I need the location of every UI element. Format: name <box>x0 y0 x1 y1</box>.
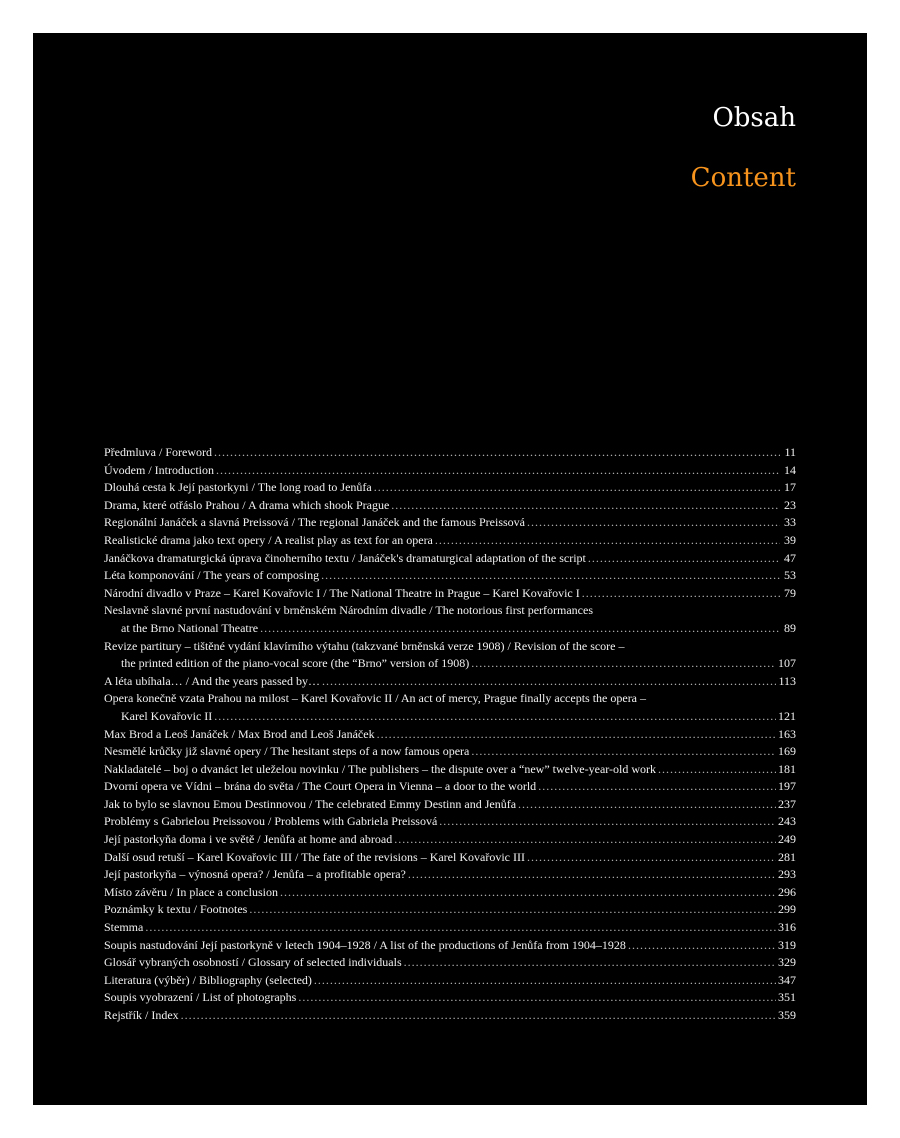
toc-entry[interactable] <box>104 866 796 884</box>
toc-entry-line <box>104 1007 796 1025</box>
toc-entry-line <box>104 514 796 532</box>
toc-page-number: 293 <box>778 867 796 882</box>
toc-entry-title: Rejstřík / Index <box>104 1008 179 1022</box>
toc-page-number: 89 <box>784 620 796 635</box>
toc-page-number: 121 <box>778 708 796 723</box>
dot-leader <box>471 743 776 761</box>
toc-entry-title: Glosář vybraných osobností / Glossary of selected individuals <box>104 955 402 970</box>
toc-entry-title: Literatura (výběr) / Bibliography (selected) <box>104 972 312 987</box>
toc-entry-line <box>104 761 796 779</box>
dot-leader <box>471 655 776 673</box>
toc-entry[interactable] <box>104 954 796 972</box>
dot-leader <box>314 972 776 990</box>
dot-leader <box>658 761 776 779</box>
toc-entry-line <box>104 638 796 656</box>
toc-page-number: 243 <box>778 814 796 829</box>
toc-page-number: 319 <box>778 937 796 952</box>
toc-page-number: 11 <box>784 445 796 459</box>
toc-entry-title: Max Brod a Leoš Janáček / Max Brod and Leoš Janáček <box>104 726 375 741</box>
dot-leader <box>391 497 780 515</box>
toc-page-number: 359 <box>778 1008 796 1022</box>
toc-entry-line <box>104 866 796 884</box>
toc-entry[interactable] <box>104 726 796 744</box>
toc-entry-line <box>104 726 796 744</box>
toc-entry[interactable] <box>104 638 796 673</box>
toc-entry-title: Další osud retuší – Karel Kovařovic III / The fate of the revisions – Karel Kovařovic III <box>104 849 525 864</box>
toc-entry-title: Problémy s Gabrielou Preissovou / Problems with Gabriela Preissová <box>104 814 438 829</box>
toc-entry-title: Její pastorkyňa doma i ve světě / Jenůfa at home and abroad <box>104 832 393 847</box>
toc-entry-title: Soupis vyobrazení / List of photographs <box>104 990 297 1005</box>
dot-leader <box>145 919 776 937</box>
toc-page-number: 169 <box>778 744 796 759</box>
toc-entry-title: Dvorní opera ve Vídni – brána do světa / The Court Opera in Vienna – a door to the world <box>104 779 537 794</box>
dot-leader <box>527 849 776 867</box>
toc-entry-title: Úvodem / Introduction <box>104 462 214 477</box>
dot-leader <box>628 937 776 955</box>
toc-entry-line <box>104 655 796 673</box>
toc-entry[interactable] <box>104 532 796 550</box>
toc-page-number: 197 <box>778 779 796 794</box>
toc-page-number: 249 <box>778 832 796 847</box>
toc-page-number: 299 <box>778 902 796 917</box>
toc-page-number: 14 <box>784 462 796 477</box>
toc-page-number: 181 <box>778 761 796 776</box>
dot-leader <box>249 901 776 919</box>
dot-leader <box>298 989 776 1007</box>
dot-leader <box>439 813 776 831</box>
toc-page-number: 39 <box>784 532 796 547</box>
toc-entry[interactable] <box>104 567 796 585</box>
toc-entry-line <box>104 954 796 972</box>
toc-entry-line <box>104 989 796 1007</box>
toc-entry[interactable] <box>104 462 796 480</box>
dot-leader <box>181 1007 776 1025</box>
toc-entry-title: at the Brno National Theatre <box>121 620 259 635</box>
toc-entry-title: Stemma <box>104 920 144 935</box>
toc-entry-line <box>104 567 796 585</box>
dot-leader <box>260 620 780 638</box>
dot-leader <box>404 954 776 972</box>
toc-entry-title: Léta komponování / The years of composing <box>104 568 320 583</box>
toc-entry-line <box>104 884 796 902</box>
dot-leader <box>582 585 780 603</box>
toc-entry-line <box>104 673 796 691</box>
toc-entry[interactable] <box>104 884 796 902</box>
toc-page-number: 33 <box>784 515 796 530</box>
dot-leader <box>394 831 776 849</box>
toc-entry-line <box>104 831 796 849</box>
dot-leader <box>214 708 776 726</box>
toc-entry[interactable] <box>104 919 796 937</box>
toc-entry-title: Regionální Janáček a slavná Preissová / The regional Janáček and the famous Preissová <box>104 515 525 530</box>
toc-entry-line <box>104 778 796 796</box>
dot-leader <box>588 550 780 568</box>
toc-entry-line <box>104 585 796 603</box>
toc-page-number: 163 <box>778 726 796 741</box>
toc-entry-title: Realistické drama jako text opery / A realist play as text for an opera <box>104 532 433 547</box>
toc-entry[interactable] <box>104 778 796 796</box>
toc-entry-line <box>104 550 796 568</box>
toc-entry-title: Národní divadlo v Praze – Karel Kovařovic I / The National Theatre in Prague – Karel Kovařovic I <box>104 585 580 600</box>
toc-page-number: 281 <box>778 849 796 864</box>
toc-entry-line <box>104 479 796 497</box>
toc-entry-title: Dlouhá cesta k Její pastorkyni / The long road to Jenůfa <box>104 480 372 495</box>
toc-page-number: 107 <box>778 656 796 671</box>
toc-entry-line <box>104 743 796 761</box>
toc-entry-line <box>104 901 796 919</box>
dot-leader <box>322 673 776 691</box>
dot-leader <box>321 567 780 585</box>
toc-page-number: 23 <box>784 497 796 512</box>
toc-entry[interactable] <box>104 673 796 691</box>
page-title-czech: Obsah <box>712 103 796 133</box>
dot-leader <box>280 884 776 902</box>
toc-entry[interactable] <box>104 444 796 462</box>
toc-entry-title: Karel Kovařovic II <box>121 708 213 723</box>
toc-page-number: 47 <box>784 550 796 565</box>
toc-entry-title: Jak to bylo se slavnou Emou Destinnovou / The celebrated Emmy Destinn and Jenůfa <box>104 796 517 811</box>
toc-entry[interactable] <box>104 743 796 761</box>
toc-page-number: 347 <box>778 972 796 987</box>
document-page <box>33 33 867 1105</box>
toc-page-number: 316 <box>778 920 796 935</box>
toc-entry-title: the printed edition of the piano-vocal score (the “Brno” version of 1908) <box>121 656 470 671</box>
table-of-contents <box>104 444 796 1025</box>
toc-entry-title: Předmluva / Foreword <box>104 445 212 459</box>
toc-entry-title: Janáčkova dramaturgická úprava činoherního textu / Janáček's dramaturgical adaptation of the script <box>104 550 586 565</box>
dot-leader <box>374 479 780 497</box>
dot-leader <box>527 514 780 532</box>
toc-page-number: 17 <box>784 480 796 495</box>
dot-leader <box>435 532 780 550</box>
dot-leader <box>214 444 780 462</box>
toc-entry-title: Revize partitury – tištěné vydání klavírního výtahu (takzvané brněnská verze 1908) / Revision of the score – <box>104 638 625 653</box>
toc-entry[interactable] <box>104 813 796 831</box>
toc-entry-line <box>104 796 796 814</box>
toc-entry-title: Její pastorkyňa – výnosná opera? / Jenůfa – a profitable opera? <box>104 867 406 882</box>
toc-entry-line <box>104 813 796 831</box>
toc-entry[interactable] <box>104 514 796 532</box>
toc-page-number: 53 <box>784 568 796 583</box>
toc-entry-line <box>104 708 796 726</box>
toc-entry-title: Opera konečně vzata Prahou na milost – Karel Kovařovic II / An act of mercy, Prague finally accepts the opera – <box>104 691 647 706</box>
toc-entry[interactable] <box>104 479 796 497</box>
toc-entry[interactable] <box>104 690 796 725</box>
toc-entry-line <box>104 849 796 867</box>
toc-page-number: 237 <box>778 796 796 811</box>
toc-entry[interactable] <box>104 901 796 919</box>
toc-entry[interactable] <box>104 831 796 849</box>
toc-entry-title: Drama, které otřáslo Prahou / A drama which shook Prague <box>104 497 390 512</box>
toc-entry-title: Soupis nastudování Její pastorkyně v letech 1904–1928 / A list of the productions of Jenůfa from 1904–1928 <box>104 937 626 952</box>
toc-page-number: 296 <box>778 884 796 899</box>
toc-entry[interactable] <box>104 796 796 814</box>
toc-entry-title: Neslavně slavné první nastudování v brněnském Národním divadle / The notorious first performances <box>104 603 593 618</box>
toc-entry-line <box>104 602 796 620</box>
toc-entry-line <box>104 444 796 462</box>
toc-entry-line <box>104 497 796 515</box>
toc-entry-title: Nakladatelé – boj o dvanáct let uleželou novinku / The publishers – the dispute over a “new” twelve-year-old work <box>104 761 657 776</box>
toc-page-number: 79 <box>784 585 796 600</box>
dot-leader <box>377 726 776 744</box>
toc-entry[interactable] <box>104 989 796 1007</box>
toc-entry-title: Místo závěru / In place a conclusion <box>104 884 278 899</box>
toc-entry[interactable] <box>104 497 796 515</box>
toc-entry[interactable] <box>104 550 796 568</box>
toc-entry[interactable] <box>104 849 796 867</box>
toc-entry-title: A léta ubíhala… / And the years passed by… <box>104 673 320 688</box>
dot-leader <box>518 796 776 814</box>
toc-entry-line <box>104 919 796 937</box>
toc-entry[interactable] <box>104 972 796 990</box>
toc-entry-line <box>104 690 796 708</box>
dot-leader <box>538 778 776 796</box>
toc-entry-line <box>104 937 796 955</box>
page-title-english: Content <box>690 163 796 193</box>
toc-page-number: 113 <box>778 673 796 688</box>
toc-entry-line <box>104 462 796 480</box>
toc-entry-title: Nesmělé krůčky již slavné opery / The hesitant steps of a now famous opera <box>104 744 470 759</box>
toc-entry[interactable] <box>104 585 796 603</box>
toc-entry[interactable] <box>104 761 796 779</box>
toc-entry-line <box>104 620 796 638</box>
toc-page-number: 329 <box>778 955 796 970</box>
toc-entry-line <box>104 532 796 550</box>
toc-entry-line <box>104 972 796 990</box>
toc-page-number: 351 <box>778 990 796 1005</box>
dot-leader <box>216 462 780 480</box>
toc-entry[interactable] <box>104 602 796 637</box>
toc-entry[interactable] <box>104 937 796 955</box>
toc-entry-title: Poznámky k textu / Footnotes <box>104 902 248 917</box>
dot-leader <box>408 866 776 884</box>
toc-entry[interactable] <box>104 1007 796 1025</box>
